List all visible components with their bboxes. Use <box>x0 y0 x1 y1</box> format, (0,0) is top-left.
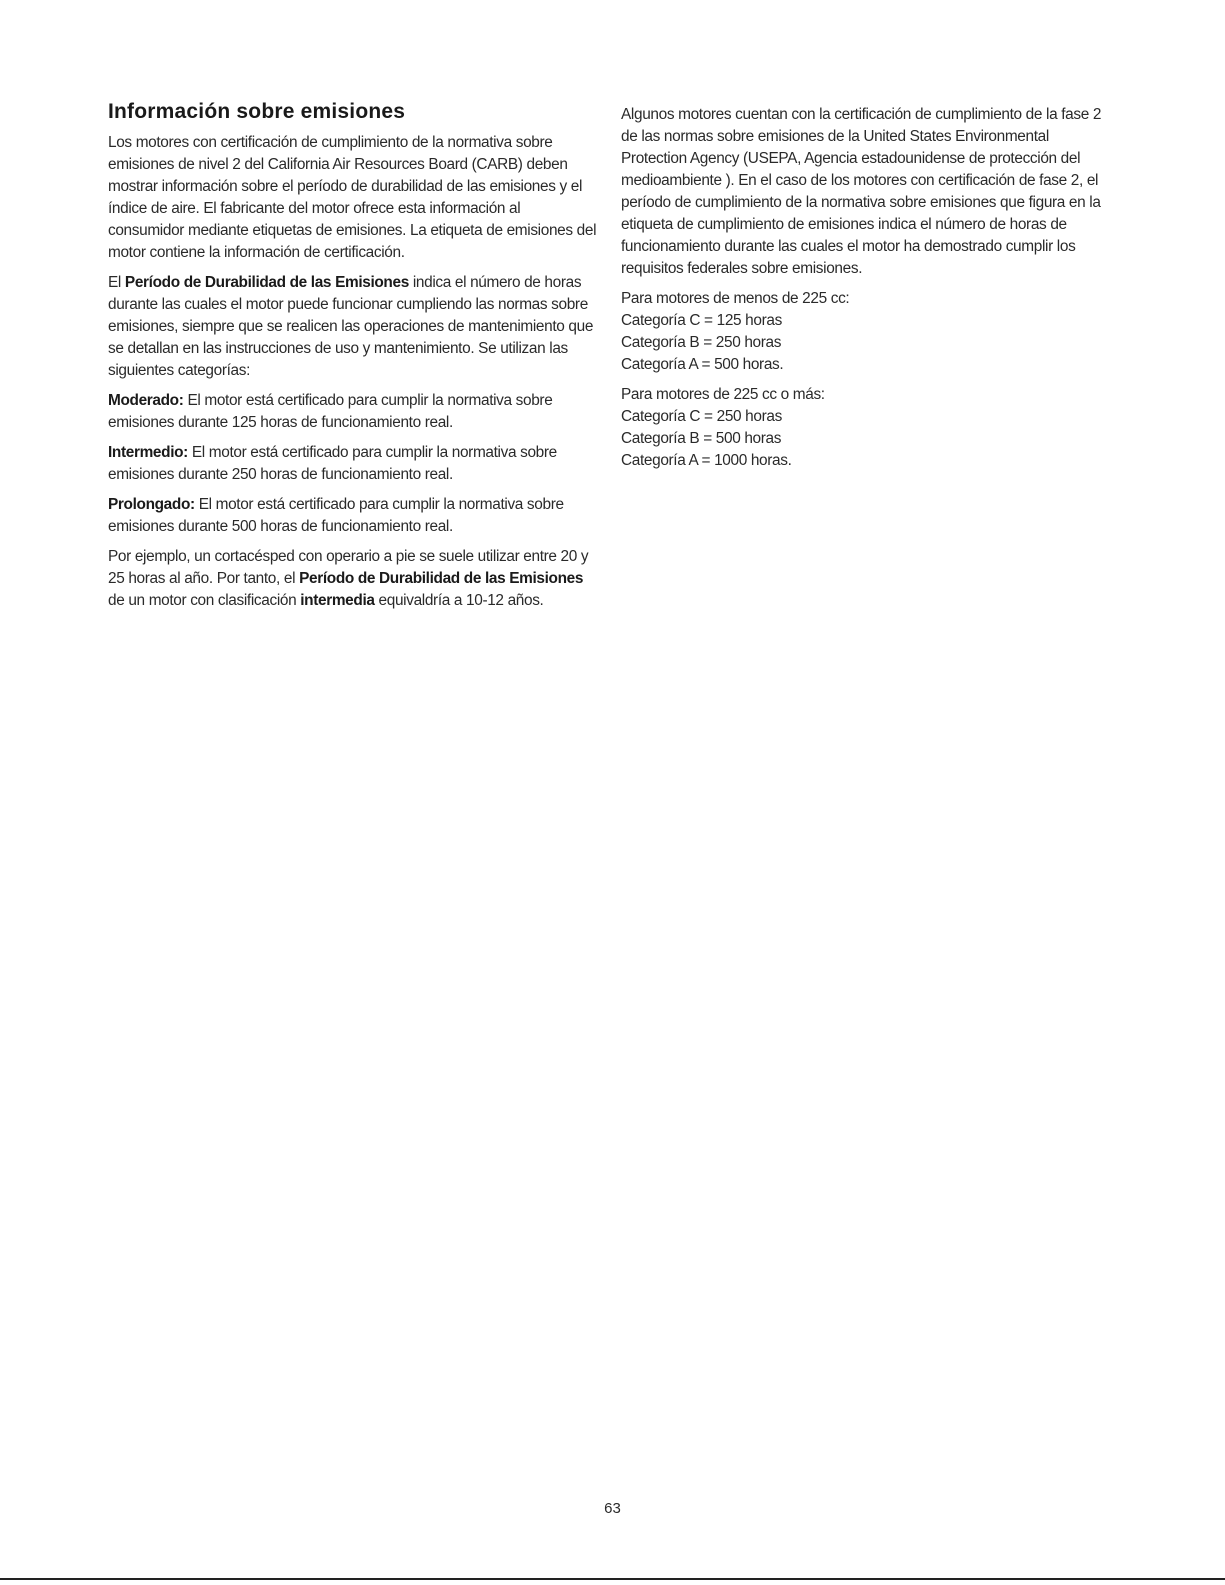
bottom-rule <box>0 1578 1225 1580</box>
over-225-line: Categoría C = 250 horas <box>621 408 782 425</box>
example-paragraph <box>108 546 598 612</box>
under-225-line: Categoría A = 500 horas. <box>621 356 784 373</box>
under-225-line: Categoría C = 125 horas <box>621 312 782 329</box>
usepa-paragraph: Algunos motores cuentan con la certificación de cumplimiento de la fase 2 de las normas sobre emisiones de la United States Environmental Protection Agency (USEPA, Agencia estadounidense de protección del medioambiente ). En el caso de los motores con certificación de fase 2, el período de cumplimiento de la normativa sobre emisiones que figura en la etiqueta de cumplimiento de emisiones indica el número de horas de funcionamiento durante las cuales el motor ha demostrado cumplir los requisitos federales sobre emisiones. <box>621 106 1102 277</box>
category-prolongado <box>108 494 598 538</box>
over-225-line: Categoría B = 500 horas <box>621 430 782 447</box>
example-bold-term: Período de Durabilidad de las Emisiones <box>299 570 584 587</box>
example-pre: Por ejemplo, un cortacésped con operario a pie se suele utilizar entre 20 y 25 horas al año. Por tanto, el <box>108 548 589 587</box>
category-moderado <box>108 390 598 434</box>
category-intermedio <box>108 442 598 486</box>
category-text: El motor está certificado para cumplir la normativa sobre emisiones durante 125 horas de funcionamiento real. <box>108 392 553 431</box>
over-225-line: Categoría A = 1000 horas. <box>621 452 792 469</box>
page-number: 63 <box>604 1500 621 1517</box>
page-heading: Información sobre emisiones <box>108 100 406 123</box>
under-225-block <box>621 288 1111 376</box>
example-post: equivaldría a 10-12 años. <box>374 592 544 609</box>
category-text: El motor está certificado para cumplir la normativa sobre emisiones durante 500 horas de funcionamiento real. <box>108 496 564 535</box>
durability-post: indica el número de horas durante las cuales el motor puede funcionar cumpliendo las normas sobre emisiones, siempre que se realicen las operaciones de mantenimiento que se detallan en las instrucciones de uso y mantenimiento. Se utilizan las siguientes categorías: <box>108 274 594 379</box>
right-column <box>621 104 1111 480</box>
left-column <box>108 100 598 620</box>
over-225-intro: Para motores de 225 cc o más: <box>621 386 825 403</box>
category-label: Prolongado: <box>108 496 195 513</box>
durability-term: Período de Durabilidad de las Emisiones <box>124 274 409 291</box>
durability-paragraph <box>108 272 598 382</box>
category-label: Intermedio: <box>108 444 188 461</box>
under-225-intro: Para motores de menos de 225 cc: <box>621 290 850 307</box>
durability-pre: El <box>108 274 125 291</box>
intro-paragraph: Los motores con certificación de cumplimiento de la normativa sobre emisiones de nivel 2 del California Air Resources Board (CARB) deben mostrar información sobre el período de durabilidad de las emisiones y el índice de aire. El fabricante del motor ofrece esta información al consumidor mediante etiquetas de emisiones. La etiqueta de emisiones del motor contiene la información de certificación. <box>108 134 597 261</box>
example-bold-intermedia: intermedia <box>300 592 375 609</box>
over-225-block <box>621 384 1111 472</box>
category-label: Moderado: <box>108 392 184 409</box>
under-225-line: Categoría B = 250 horas <box>621 334 782 351</box>
example-mid: de un motor con clasificación <box>108 592 301 609</box>
category-text: El motor está certificado para cumplir la normativa sobre emisiones durante 250 horas de funcionamiento real. <box>108 444 557 483</box>
